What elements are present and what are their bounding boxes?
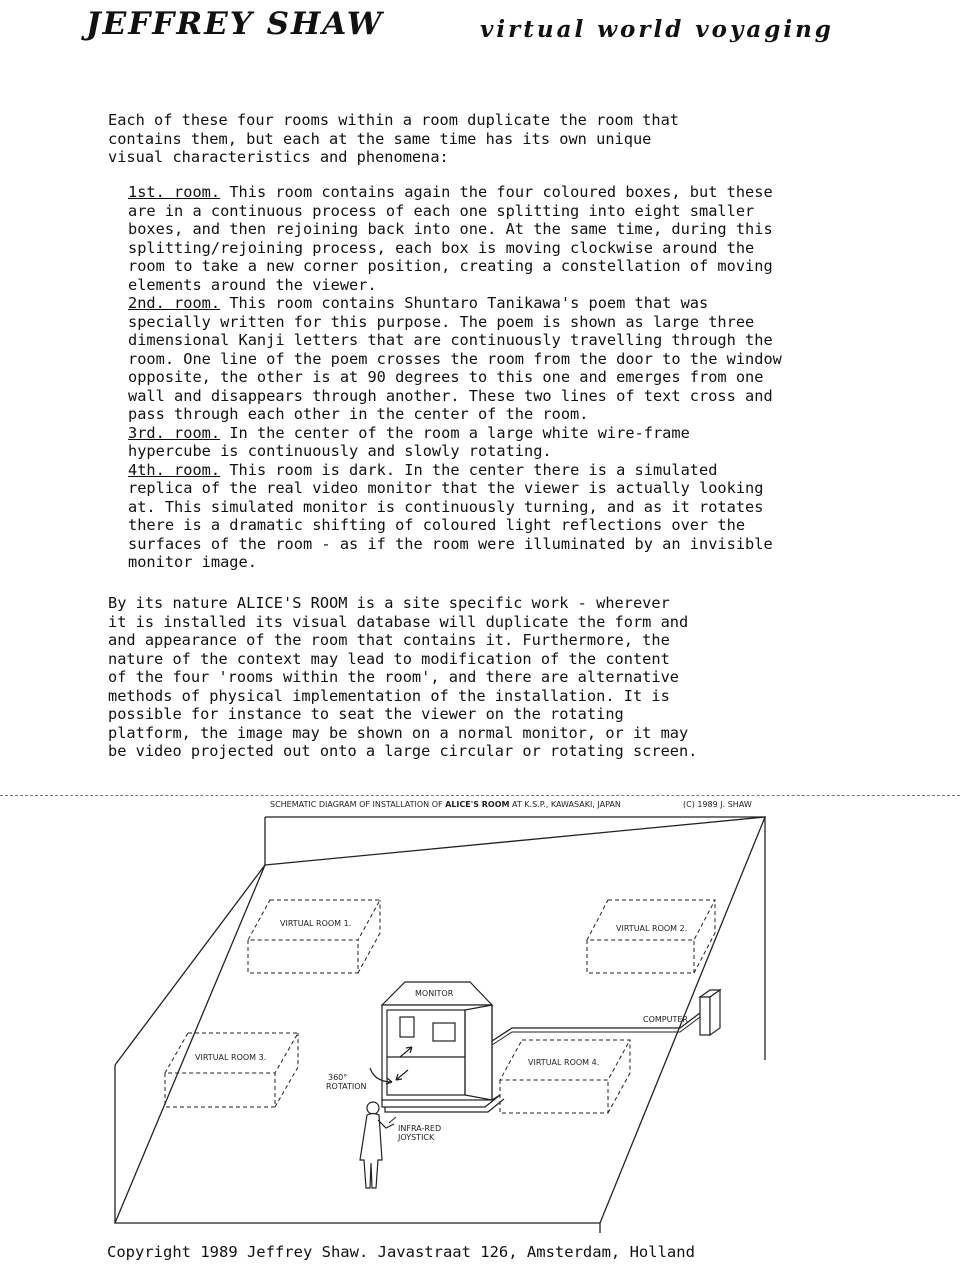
diagram-caption: SCHEMATIC DIAGRAM OF INSTALLATION OF ALICE'S ROOM AT K.S.P., KAWASAKI, JAPAN [270,800,621,809]
rooms-list [128,183,848,572]
room-2-label: 2nd. room. [128,294,221,312]
computer [700,990,720,1035]
label-joystick: JOYSTICK [398,1133,435,1142]
label-virtual-room-3: VIRTUAL ROOM 3. [195,1053,267,1062]
diagram-copyright: (C) 1989 J. SHAW [683,800,752,809]
room-3-label: 3rd. room. [128,423,221,442]
label-virtual-room-4: VIRTUAL ROOM 4. [528,1058,600,1067]
room-4-description: This room is dark. In the center there is a simulated replica of the real video monitor that the viewer is actually looking at. This simulated monitor is continuously turning, and as it rotates there is a dramatic shifting of coloured light reflections over the surfaces of the room - as if the room were illuminated by an invisible monitor image. [128,460,773,571]
viewer-figure [360,1102,394,1188]
label-virtual-room-2: VIRTUAL ROOM 2. [616,924,688,933]
room-4-label: 4th. room. [128,460,221,479]
intro-paragraph: Each of these four rooms within a room duplicate the room that contains them, but each at the same time has its own unique visual characteristics and phenomena: [108,111,679,166]
room-2-description: This room contains Shuntaro Tanikawa's poem that was specially written for this purpose. The poem is shown as large three dimensional Kanji letters that are continuously travelling through the room. One line of the poem crosses the room from the door to the window opposite, the other is at 90 degrees to this one and emerges from one wall and disappears through another. These two lines of text cross and pass through each other in the center of the room. [128,294,782,423]
label-computer: COMPUTER [643,1015,688,1024]
installation-diagram [100,795,800,1235]
label-monitor: MONITOR [415,989,454,998]
label-virtual-room-1: VIRTUAL ROOM 1. [280,919,352,928]
header-subtitle: virtual world voyaging [480,16,834,43]
room-3-description: In the center of the room a large white wire-frame hypercube is continuously and slowly rotating. [128,423,690,460]
closing-paragraph: By its nature ALICE'S ROOM is a site specific work - wherever it is installed its visual database will duplicate the form and and appearance of the room that contains it. Furthermore, the nature of the context may lead to modification of the content of the four 'rooms within the room', and there are alternative methods of physical implementation of the installation. It is possible for instance to seat the viewer on the rotating platform, the image may be shown on a normal monitor, or it may be video projected out onto a large circular or rotating screen. [108,594,698,760]
monitor [382,982,492,1100]
label-infra-red: INFRA-RED [398,1124,442,1133]
artist-name: JEFFREY SHAW [86,6,384,42]
diagram-figure [100,795,800,1235]
label-rotation-degrees: 360° [328,1073,348,1082]
room-1-label: 1st. room. [128,183,221,201]
footer-copyright: Copyright 1989 Jeffrey Shaw. Javastraat 126, Amsterdam, Holland [107,1243,695,1261]
label-rotation: ROTATION [326,1082,367,1091]
room-1-description: This room contains again the four coloured boxes, but these are in a continuous process of each one splitting into eight smaller boxes, and then rejoining back into one. At the same time, during this splitting/rejoining process, each box is moving clockwise around the room to take a new corner position, creating a constellation of moving elements around the viewer. [128,183,773,294]
page-header [86,6,946,50]
joystick [389,1117,396,1123]
